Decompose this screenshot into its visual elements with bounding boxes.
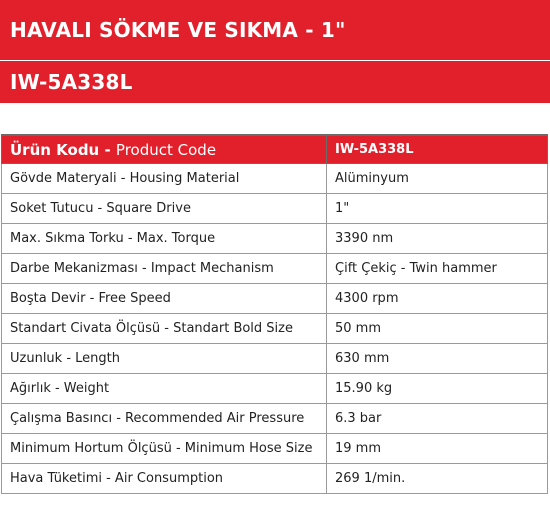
product-code-value-cell [327,135,548,164]
spec-value: 1" [327,194,548,224]
spec-value: 269 1/min. [327,464,548,494]
spec-value: 4300 rpm [327,284,548,314]
product-code-label-cell [2,135,327,164]
table-row [2,374,548,404]
table-row [2,254,548,284]
table-row [2,404,548,434]
product-code-label-tr: Ürün Kodu - [10,140,116,159]
spec-value: Alüminyum [327,164,548,194]
spec-label: Standart Civata Ölçüsü - Standart Bold Size [2,314,327,344]
spec-label: Minimum Hortum Ölçüsü - Minimum Hose Size [2,434,327,464]
spec-label: Ağırlık - Weight [2,374,327,404]
product-title: HAVALI SÖKME VE SIKMA - 1" [10,18,346,42]
table-row [2,224,548,254]
spec-label: Hava Tüketimi - Air Consumption [2,464,327,494]
product-title-banner [0,0,550,60]
spec-label: Boşta Devir - Free Speed [2,284,327,314]
spec-label: Darbe Mekanizması - Impact Mechanism [2,254,327,284]
table-row [2,284,548,314]
model-banner [0,61,550,103]
table-row [2,164,548,194]
table-row [2,434,548,464]
spec-label: Soket Tutucu - Square Drive [2,194,327,224]
spec-value: 630 mm [327,344,548,374]
table-row [2,464,548,494]
spec-label: Uzunluk - Length [2,344,327,374]
spec-value: Çift Çekiç - Twin hammer [327,254,548,284]
spec-value: 50 mm [327,314,548,344]
spec-value: 6.3 bar [327,404,548,434]
table-row [2,344,548,374]
spec-value: 3390 nm [327,224,548,254]
spec-table-header-row [2,135,548,164]
spec-value: 15.90 kg [327,374,548,404]
spec-value: 19 mm [327,434,548,464]
product-code-value: IW-5A338L [335,142,414,157]
spec-label: Gövde Materyali - Housing Material [2,164,327,194]
table-row [2,194,548,224]
spec-label: Max. Sıkma Torku - Max. Torque [2,224,327,254]
product-code-label-en: Product Code [115,140,217,159]
model-number: IW-5A338L [10,70,133,94]
table-row [2,314,548,344]
spec-label: Çalışma Basıncı - Recommended Air Pressure [2,404,327,434]
spec-table [1,134,548,494]
